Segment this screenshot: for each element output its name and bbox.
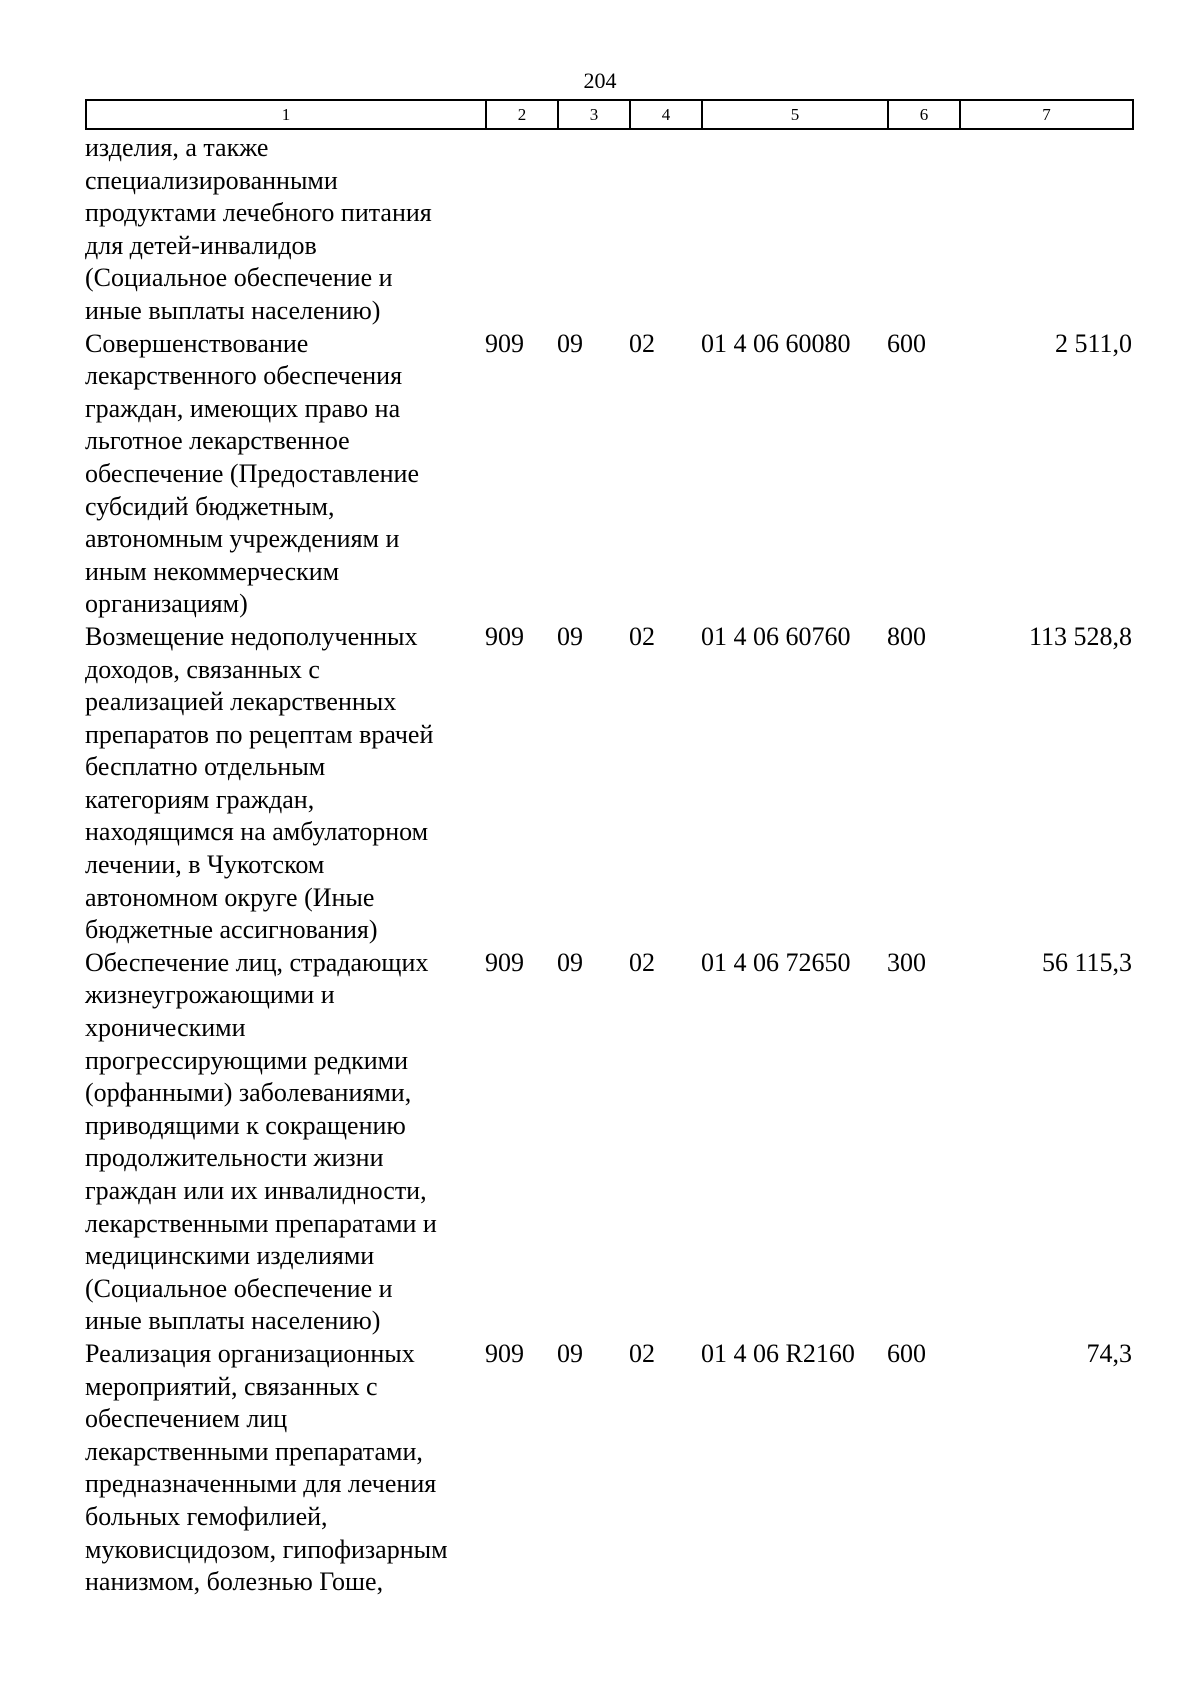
row-amount: 56 115,3 [1041, 947, 1132, 977]
row-code-subsection: 02 [629, 947, 655, 977]
column-header-1: 1 [86, 100, 486, 129]
row-code-section: 09 [557, 621, 583, 651]
row-description: изделия, а также специализированными продуктами лечебного питания для детей-инвалидов (Социальное обеспечение и иные выплаты населению) [85, 133, 432, 325]
budget-table-body [85, 132, 1132, 1599]
row-description: Обеспечение лиц, страдающих жизнеугрожающими и хроническими прогрессирующими редкими (орфанными) заболеваниями, приводящими к сокращению продолжительности жизни граждан или их инвалидности, лекарственными препаратами и медицинскими изделиями (Социальное обеспечение и иные выплаты населению) [85, 947, 437, 1336]
row-amount: 2 511,0 [1054, 328, 1132, 358]
row-code-expense-type: 300 [887, 947, 926, 977]
row-code-ministry: 909 [485, 328, 524, 358]
row-amount: 74,3 [1086, 1338, 1132, 1368]
row-amount [959, 132, 1132, 328]
column-header-4: 4 [630, 100, 702, 129]
row-code-target: 01 4 06 60080 [701, 328, 851, 358]
column-header-3: 3 [558, 100, 630, 129]
row-code-ministry [485, 132, 557, 328]
table-row [85, 328, 1132, 621]
table-row [85, 132, 1132, 328]
row-code-section: 09 [557, 328, 583, 358]
column-header-5: 5 [702, 100, 888, 129]
row-code-section: 09 [557, 947, 583, 977]
row-description: Реализация организационных мероприятий, связанных с обеспечением лиц лекарственными препаратами, предназначенными для лечения больных гемофилией, муковисцидозом, гипофизарным нанизмом, болезнью Гоше, [85, 1338, 448, 1597]
row-code-section [557, 132, 629, 328]
column-header-7: 7 [960, 100, 1133, 129]
row-code-ministry: 909 [485, 1338, 524, 1368]
row-code-expense-type: 600 [887, 328, 926, 358]
row-description: Возмещение недополученных доходов, связанных с реализацией лекарственных препаратов по рецептам врачей бесплатно отдельным категориям граждан, находящимся на амбулаторном лечении, в Чукотском автономном округе (Иные бюджетные ассигнования) [85, 621, 434, 945]
row-code-ministry: 909 [485, 947, 524, 977]
row-code-target: 01 4 06 R2160 [701, 1338, 855, 1368]
row-code-expense-type [887, 132, 959, 328]
table-row [85, 947, 1132, 1338]
row-amount: 113 528,8 [1028, 621, 1132, 651]
row-code-subsection: 02 [629, 328, 655, 358]
table-row [85, 1338, 1132, 1599]
row-code-subsection: 02 [629, 1338, 655, 1368]
row-code-expense-type: 800 [887, 621, 926, 651]
row-code-target: 01 4 06 72650 [701, 947, 851, 977]
row-code-expense-type: 600 [887, 1338, 926, 1368]
page-number: 204 [583, 68, 617, 93]
row-code-target: 01 4 06 60760 [701, 621, 851, 651]
row-description: Совершенствование лекарственного обеспечения граждан, имеющих право на льготное лекарственное обеспечение (Предоставление субсидий бюджетным, автономным учреждениям и иным некоммерческим организациям) [85, 328, 419, 619]
column-header-row [86, 100, 1133, 129]
row-code-ministry: 909 [485, 621, 524, 651]
table-row [85, 621, 1132, 947]
column-header-6: 6 [888, 100, 960, 129]
column-header-2: 2 [486, 100, 558, 129]
row-code-subsection [629, 132, 701, 328]
row-code-subsection: 02 [629, 621, 655, 651]
row-code-target [701, 132, 887, 328]
column-header-table [85, 99, 1134, 130]
row-code-section: 09 [557, 1338, 583, 1368]
